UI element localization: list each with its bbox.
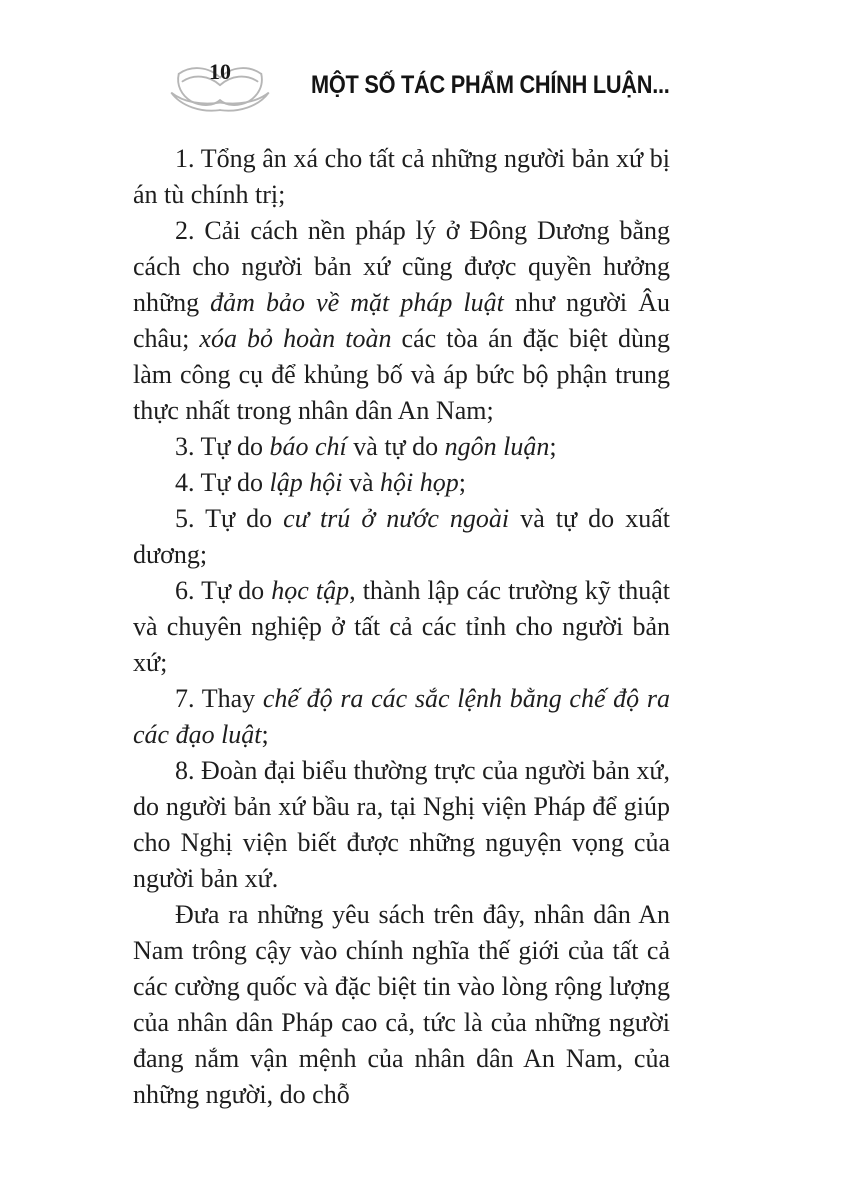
text-segment: 6. Tự do [175,576,272,605]
text-segment: ; [458,468,466,497]
italic-text-segment: ngôn luận [444,432,550,461]
text-segment: như người Âu châu; [133,288,670,353]
paragraph [133,465,670,501]
italic-text-segment: đảm bảo về mặt pháp luật [210,288,504,317]
paragraph [133,573,670,681]
open-book-icon [170,52,270,122]
paragraph [133,897,670,1113]
text-segment: Đưa ra những yêu sách trên đây, nhân dân An Nam trông cậy vào chính nghĩa thế giới của tất cả các cường quốc và đặc biệt tin vào lòng rộng lượng của nhân dân Pháp cao cả, tức là của những người đang nắm vận mệnh của nhân dân An Nam, của những người, do chỗ [133,900,670,1109]
italic-text-segment: xóa bỏ hoàn toàn [199,324,392,353]
text-segment: 2. Cải cách nền pháp lý ở Đông Dương bằng cách cho người bản xứ cũng được quyền hưởng những [133,216,670,317]
paragraph [133,681,670,753]
text-segment: 1. Tổng ân xá cho tất cả những người bản xứ bị án tù chính trị; [133,144,670,209]
paragraph [133,753,670,897]
italic-text-segment: học tập [271,576,350,605]
italic-text-segment: hội họp [380,468,459,497]
italic-text-segment: cư trú ở nước ngoài [283,504,510,533]
text-segment: 4. Tự do [175,468,270,497]
text-segment: 3. Tự do [175,432,270,461]
page-header [0,0,841,135]
text-segment: và tự do xuất dương; [133,504,670,569]
text-segment: các tòa án đặc biệt dùng làm công cụ để khủng bố và áp bức bộ phận trung thực nhất trong nhân dân An Nam; [133,324,670,425]
body-text [133,141,670,1113]
running-head-title: MỘT SỐ TÁC PHẨM CHÍNH LUẬN... [311,71,670,99]
text-segment: ; [549,432,557,461]
text-segment: , thành lập các trường kỹ thuật và chuyên nghiệp ở tất cả các tỉnh cho người bản xứ; [133,576,670,677]
text-segment: 7. Thay [175,684,263,713]
text-segment: 8. Đoàn đại biểu thường trực của người bản xứ, do người bản xứ bầu ra, tại Nghị viện Pháp để giúp cho Nghị viện biết được những nguyện vọng của người bản xứ. [133,756,670,893]
text-segment: 5. Tự do [175,504,284,533]
text-segment: và [342,468,381,497]
italic-text-segment: lập hội [269,468,343,497]
text-segment: và tự do [346,432,445,461]
italic-text-segment: báo chí [269,432,347,461]
paragraph [133,501,670,573]
paragraph [133,429,670,465]
text-segment: ; [261,720,269,749]
italic-text-segment: chế độ ra các sắc lệnh bằng chế độ ra các đạo luật [133,684,670,749]
paragraph [133,141,670,213]
page-number: 10 [209,59,231,84]
paragraph [133,213,670,429]
